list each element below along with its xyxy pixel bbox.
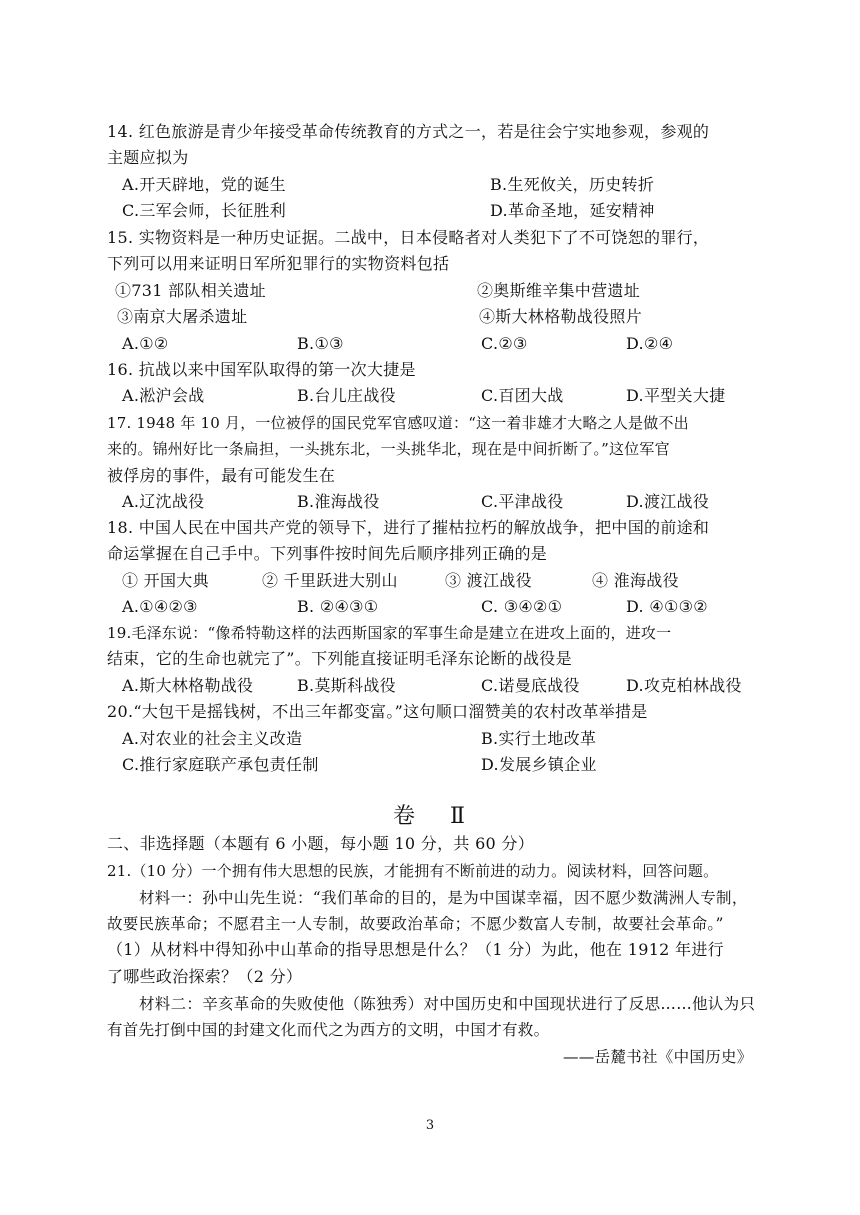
- q16-option-b: B.台儿庄战役: [297, 386, 396, 405]
- q15-option-b: B.①③: [297, 334, 344, 353]
- q18-option-c: C. ③④②①: [481, 597, 563, 616]
- q18-option-a: A.①④②③: [122, 597, 198, 616]
- q16-option-a: A.淞沪会战: [122, 386, 205, 405]
- q14-option-b: B.生死攸关，历史转折: [490, 175, 655, 194]
- q18-option-d: D. ④①③②: [626, 597, 708, 616]
- q14-option-d: D.革命圣地，延安精神: [490, 201, 655, 220]
- q19-stem-line2: 结束，它的生命也就完了”。下列能直接证明毛泽东论断的战役是: [107, 649, 572, 668]
- q18-stem-line2: 命运掌握在自己手中。下列事件按时间先后顺序排列正确的是: [107, 544, 548, 563]
- q20-option-a: A.对农业的社会主义改造: [122, 729, 303, 748]
- q17-option-a: A.辽沈战役: [122, 492, 205, 511]
- q20-stem: 20.“大包干是摇钱树，不出三年都变富。”这句顺口溜赞美的农村改革举措是: [107, 702, 648, 721]
- q15-option-d: D.②④: [626, 334, 674, 353]
- q17-stem-line1: 17. 1948 年 10 月，一位被俘的国民党军官感叹道：“这一着非雄才大略之人是做不出: [107, 414, 689, 432]
- q15-stem-line1: 15. 实物资料是一种历史证据。二战中，日本侵略者对人类犯下了不可饶恕的罪行，: [107, 228, 710, 247]
- q17-option-b: B.淮海战役: [297, 492, 380, 511]
- q17-option-d: D.渡江战役: [626, 492, 710, 511]
- q15-option-a: A.①②: [122, 334, 169, 353]
- q21-material-2-line2: 有首先打倒中国的封建文化而代之为西方的文明，中国才有救。: [107, 1021, 550, 1039]
- q17-stem-line3: 被俘房的事件，最有可能发生在: [107, 466, 336, 485]
- q14-option-c: C.三军会师，长征胜利: [122, 201, 287, 220]
- q18-item-2: ② 千里跃进大别山: [262, 571, 398, 590]
- q15-stem-line2: 下列可以用来证明日军所犯罪行的实物资料包括: [107, 254, 450, 273]
- q18-option-b: B. ②④③①: [297, 597, 379, 616]
- q18-stem-line1: 18. 中国人民在中国共产党的领导下，进行了摧枯拉朽的解放战争，把中国的前途和: [107, 518, 710, 537]
- q21-sub1-line1: （1）从材料中得知孙中山革命的指导思想是什么？（1 分）为此，他在 1912 年进行: [107, 940, 724, 959]
- q18-item-3: ③ 渡江战役: [445, 571, 532, 590]
- q19-option-d: D.攻克柏林战役: [626, 676, 742, 695]
- q21-material-2-line1: 材料二：辛亥革命的失败使他（陈独秀）对中国历史和中国现状进行了反思……他认为只: [139, 995, 756, 1013]
- q21-sub1-line2: 了哪些政治探索？（2 分）: [107, 967, 303, 986]
- q19-option-a: A.斯大林格勒战役: [122, 676, 254, 695]
- q14-stem-line1: 14. 红色旅游是青少年接受革命传统教育的方式之一，若是往会宁实地参观，参观的: [107, 122, 710, 141]
- q15-item-1: ①731 部队相关遗址: [115, 281, 266, 300]
- q15-item-2: ②奥斯维辛集中营遗址: [477, 281, 641, 300]
- q14-option-a: A.开天辟地，党的诞生: [122, 175, 286, 194]
- q15-item-3: ③南京大屠杀遗址: [117, 307, 248, 326]
- page-number: 3: [425, 1118, 435, 1133]
- q16-stem: 16. 抗战以来中国军队取得的第一次大捷是: [107, 360, 416, 379]
- q20-option-b: B.实行土地改革: [481, 729, 597, 748]
- q19-stem-line1: 19.毛泽东说：“像希特勒这样的法西斯国家的军事生命是建立在进攻上面的，进攻一: [107, 624, 672, 642]
- q21-source: ——岳麓书社《中国历史》: [563, 1048, 753, 1066]
- section-title: 卷 Ⅱ: [393, 804, 467, 829]
- q18-item-4: ④ 淮海战役: [592, 571, 679, 590]
- q14-stem-line2: 主题应拟为: [107, 148, 189, 167]
- q19-option-c: C.诺曼底战役: [481, 676, 580, 695]
- q17-option-c: C.平津战役: [481, 492, 564, 511]
- q20-option-c: C.推行家庭联产承包责任制: [122, 755, 319, 774]
- q16-option-d: D.平型关大捷: [626, 386, 726, 405]
- q15-item-4: ④斯大林格勒战役照片: [479, 307, 643, 326]
- q16-option-c: C.百团大战: [481, 386, 564, 405]
- q19-option-b: B.莫斯科战役: [297, 676, 396, 695]
- q18-item-1: ① 开国大典: [122, 571, 209, 590]
- q17-stem-line2: 来的。锦州好比一条扁担，一头挑东北，一头挑华北，现在是中间折断了。”这位军官: [107, 440, 670, 458]
- section-heading: 二、非选择题（本题有 6 小题，每小题 10 分，共 60 分）: [107, 834, 535, 853]
- q20-option-d: D.发展乡镇企业: [481, 755, 597, 774]
- q21-stem: 21.（10 分）一个拥有伟大思想的民族，才能拥有不断前进的动力。阅读材料，回答问题。: [107, 862, 719, 880]
- q15-option-c: C.②③: [481, 334, 528, 353]
- q21-material-1-line1: 材料一：孙中山先生说：“我们革命的目的，是为中国谋幸福，因不愿少数满洲人专制，: [139, 889, 748, 907]
- q21-material-1-line2: 故要民族革命；不愿君主一人专制，故要政治革命；不愿少数富人专制，故要社会革命。”: [107, 915, 724, 933]
